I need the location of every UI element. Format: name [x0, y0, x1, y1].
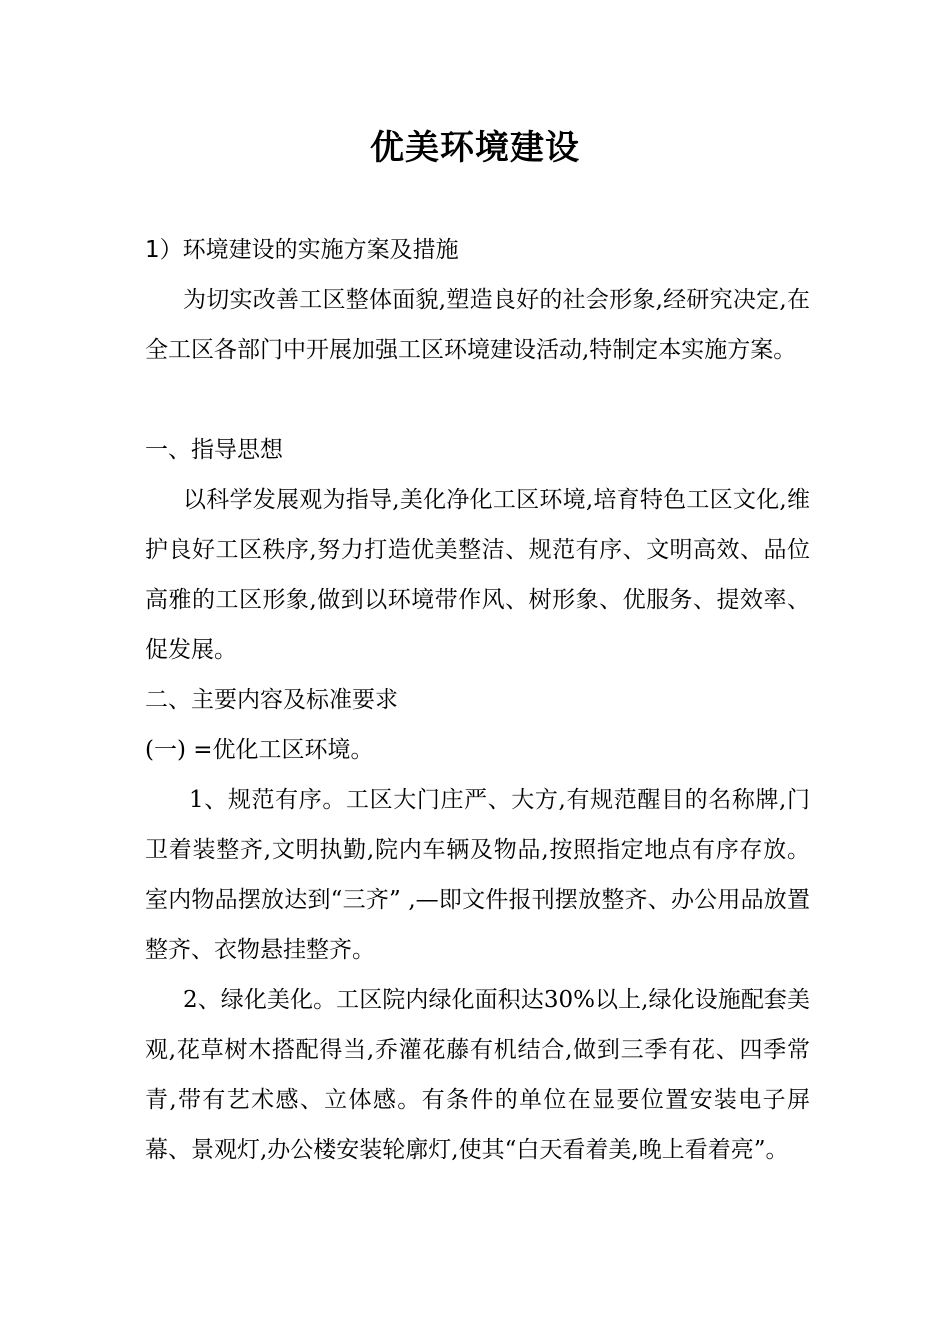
heading-main-content: 二、主要内容及标准要求 [145, 687, 398, 713]
paragraph-item-orderly: 1、规范有序。工区大门庄严、大方,有规范醒目的名称牌,门卫着装整齐,文明执勤,院内车辆及物品,按照指定地点有序存放。室内物品摆放达到“三齐” ,—即文件报刊摆放整齐、办公用品放置整齐、衣物悬挂整齐。 [145, 787, 810, 963]
heading-guiding-thought: 一、指导思想 [145, 437, 283, 463]
document-title: 优美环境建设 [370, 128, 580, 168]
paragraph-item-greening: 2、绿化美化。工区院内绿化面积达30%以上,绿化设施配套美观,花草树木搭配得当,乔灌花藤有机结合,做到三季有花、四季常青,带有艺术感、立体感。有条件的单位在显要位置安装电子屏幕、景观灯,办公楼安装轮廓灯,使其“白天看着美,晚上看着亮”。 [145, 987, 810, 1163]
section-heading: 1）环境建设的实施方案及措施 [145, 237, 459, 263]
paragraph-guiding-thought: 以科学发展观为指导,美化净化工区环境,培育特色工区文化,维护良好工区秩序,努力打造优美整洁、规范有序、文明高效、品位高雅的工区形象,做到以环境带作风、树形象、优服务、提效率、促发展。 [145, 487, 810, 663]
heading-optimize-environment: (一) =优化工区环境。 [145, 737, 374, 763]
paragraph-intro: 为切实改善工区整体面貌,塑造良好的社会形象,经研究决定,在全工区各部门中开展加强工区环境建设活动,特制定本实施方案。 [145, 287, 810, 363]
